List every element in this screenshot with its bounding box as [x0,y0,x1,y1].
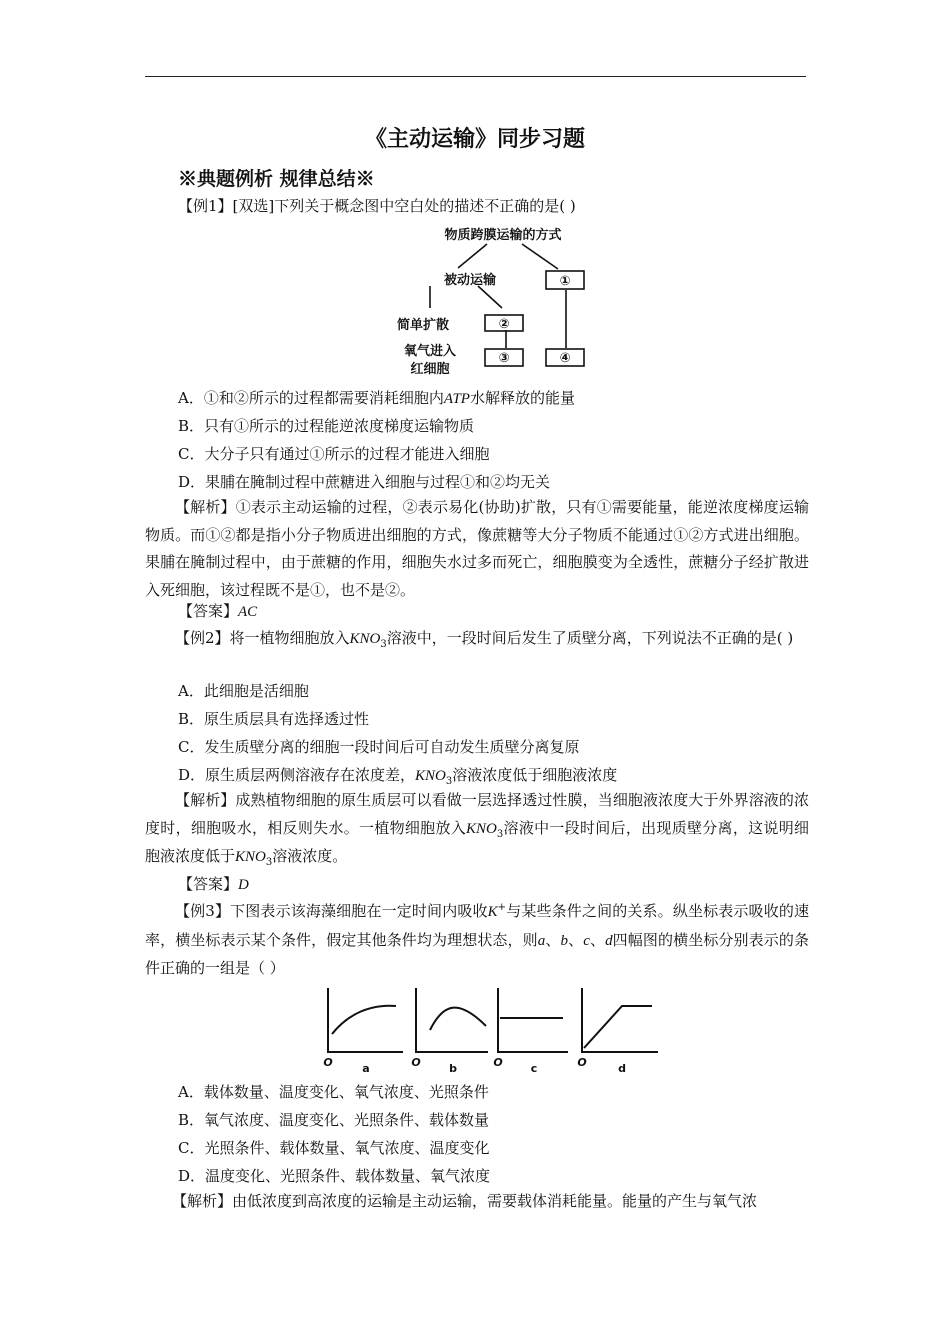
graph-d-axes [582,988,658,1052]
box-2-label: ② [498,317,510,332]
box-1-label: ① [559,274,571,289]
ex1-option-b: B．只有①所示的过程能逆浓度梯度运输物质 [178,417,475,435]
graph-a-axes [328,988,403,1052]
graph-c-axes [498,988,568,1052]
four-graphs-figure [318,982,668,1076]
graph-a-origin: O [323,1056,333,1069]
page-title: 《主动运输》同步习题 [364,126,585,152]
ex1-question: 【例1】[双选]下列关于概念图中空白处的描述不正确的是( ) [178,197,576,215]
ex3-analysis: 【解析】由低浓度到高浓度的运输是主动运输，需要载体消耗能量。能量的产生与氧气浓 [172,1192,758,1210]
concept-map-diagram [390,222,600,382]
node-simple: 简单扩散 [396,318,450,333]
ex2-question: 【例2】将一植物细胞放入$KNO_3$溶液中，一段时间后发生了质壁分离，下列说法不正确的是( ) [175,629,794,650]
graph-c-origin: O [493,1056,503,1069]
graph-b-label: b [449,1062,457,1075]
ex2-option-b: B．原生质层具有选择透过性 [178,710,370,728]
ex2-analysis: 【解析】成熟植物细胞的原生质层可以看做一层选择透过性膜，当细胞液浓度大于外界溶液的浓度时，细胞吸水，相反则失水。一植物细胞放入$KNO_3$溶液中一段时间后，出现质壁分离，这说明细胞液浓度低于$KNO_3$溶液浓度。 [145,791,809,868]
graph-b-origin: O [411,1056,421,1069]
ex2-option-c: C．发生质壁分离的细胞一段时间后可自动发生质壁分离复原 [178,738,580,756]
graph-a-curve [332,1006,396,1034]
graph-b-axes [416,988,488,1052]
ex3-option-a: A．载体数量、温度变化、氧气浓度、光照条件 [178,1083,489,1101]
ex1-answer: 【答案】AC [178,602,258,620]
node-oxygen-1: 氧气进入 [403,344,457,359]
graph-d-origin: O [577,1056,587,1069]
graph-d-curve [584,1006,652,1048]
ex1-option-d: D．果脯在腌制过程中蔗糖进入细胞与过程①和②均无关 [178,473,551,491]
box-4-label: ④ [559,351,571,366]
ex3-question: 【例3】下图表示该海藻细胞在一定时间内吸收K+与某些条件之间的关系。纵坐标表示吸收的速率，横坐标表示某个条件，假定其他条件均为理想状态，则a、b、c、d四幅图的横坐标分别表示的条件正确的一组是（ ） [145,902,809,977]
graph-c-label: c [530,1062,538,1075]
ex1-option-c: C．大分子只有通过①所示的过程才能进入细胞 [178,445,490,463]
ex3-option-c: C．光照条件、载体数量、氧气浓度、温度变化 [178,1139,490,1157]
header-rule [145,76,806,77]
ex3-option-b: B．氧气浓度、温度变化、光照条件、载体数量 [178,1111,490,1129]
ex3-option-d: D．温度变化、光照条件、载体数量、氧气浓度 [178,1167,491,1185]
ex2-option-a: A．此细胞是活细胞 [178,682,309,700]
ex2-option-d: D．原生质层两侧溶液存在浓度差，$KNO_3$溶液浓度低于细胞液浓度 [178,766,618,787]
box-3-label: ③ [498,351,510,366]
section-heading: ※典题例析 规律总结※ [178,168,375,190]
node-passive: 被动运输 [443,273,497,288]
ex1-analysis: 【解析】①表示主动运输的过程，②表示易化(协助)扩散，只有①需要能量，能逆浓度梯度运输物质。而①②都是指小分子物质进出细胞的方式，像蔗糖等大分子物质不能通过①②方式进出细胞。果脯在腌制过程中，由于蔗糖的作用，细胞失水过多而死亡，细胞膜变为全透性，蔗糖分子经扩散进入死细胞，该过程既不是①，也不是②。 [145,498,809,599]
ex2-answer: 【答案】D [178,875,249,893]
node-root: 物质跨膜运输的方式 [444,228,562,243]
graph-d-label: d [618,1062,626,1075]
node-oxygen-2: 红细胞 [410,362,450,377]
graph-a-label: a [362,1062,370,1075]
graph-b-curve [430,1008,486,1030]
ex1-option-a: A．①和②所示的过程都需要消耗细胞内ATP水解释放的能量 [178,389,575,407]
